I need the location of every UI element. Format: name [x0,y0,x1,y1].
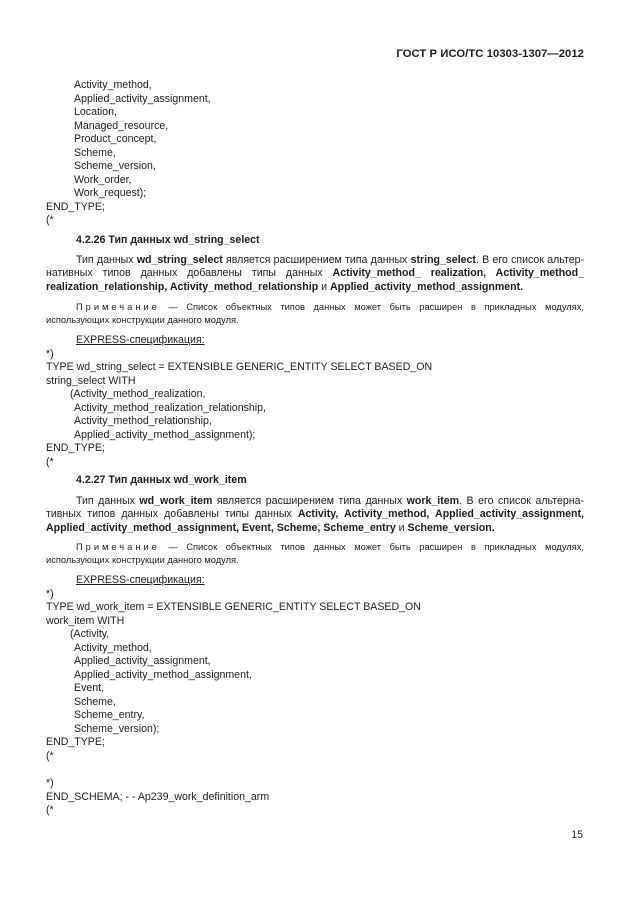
code-line: *) [46,347,54,360]
end-type-keyword: END_TYPE; [46,200,105,213]
code-line: TYPE wd_string_select = EXTENSIBLE GENERIC_ENTITY SELECT BASED_ON [46,361,433,373]
list-item: Scheme_version); [74,722,160,735]
end-type-keyword: END_TYPE; [46,442,105,454]
note-paragraph: Примечание — Список объектных типов данных может быть расширен в прикладных модулях, использующих конструкции данного модуля. [46,542,584,565]
express-spec-label: EXPRESS-спецификация: [76,334,205,346]
list-item: Scheme_version, [74,160,156,172]
list-item: Scheme, [74,695,116,708]
list-item: Work_request); [74,187,147,199]
list-item: Work_order, [74,173,132,186]
document-header: ГОСТ Р ИСО/ТС 10303-1307—2012 [396,48,584,60]
end-schema-line: END_SCHEMA; - - Ap239_work_definition_arm [46,790,270,803]
list-item: Activity_method, [74,641,152,654]
express-spec-label: EXPRESS-спецификация: [76,574,205,586]
code-line: *) [46,587,54,600]
comment-close: *) [46,777,54,789]
section-paragraph: Тип данных wd_string_select является расширением типа данных string_select. В его список альтер-нативных типов данных добавлены типы данных Activity_method_ realization, Activity_method_ realization_relationship, Activity_method_relationship и Applied_activity_method_assignment. [46,253,584,293]
list-item: Applied_activity_method_assignment, [74,668,252,681]
list-item: Event, [74,682,105,694]
section-4-2-27 [46,474,584,763]
list-item: Scheme_entry, [74,709,145,721]
comment-open: (* [46,804,54,816]
list-item: Scheme, [74,146,116,159]
list-item: Activity_method_relationship, [74,415,212,427]
end-type-keyword: END_TYPE; [46,736,105,748]
list-item: Applied_activity_method_assignment); [74,428,256,441]
list-item: Activity_method_realization_relationship, [74,401,266,414]
comment-open: (* [46,749,54,762]
note-label: Примечание [76,302,160,312]
list-item: Applied_activity_assignment, [74,655,211,667]
section-title: 4.2.27 Тип данных wd_work_item [76,474,247,486]
note-label: Примечание [76,542,160,552]
section-4-2-26 [46,234,584,469]
section-paragraph: Тип данных wd_work_item является расширением типа данных work_item. В его список альтерна-тивных типов данных добавлены типы данных Activity, Activity_method, Applied_activity_assignment, Applied_activity_method_assignment, Event, Scheme, Scheme_entry и Scheme_version. [46,494,584,534]
code-line: TYPE wd_work_item = EXTENSIBLE GENERIC_ENTITY SELECT BASED_ON [46,601,421,613]
schema-end [46,777,584,818]
page-number: 15 [571,829,583,841]
select-list-continued [46,79,584,228]
list-item: (Activity, [70,628,110,640]
list-item: Location, [74,106,117,118]
list-item: (Activity_method_realization, [70,388,206,400]
code-line: work_item WITH [46,614,125,627]
list-item: Managed_resource, [74,119,169,132]
list-item: Applied_activity_assignment, [74,92,211,105]
note-paragraph: Примечание — Список объектных типов данных может быть расширен в прикладных модулях, использующих конструкции данного модуля. [46,302,584,325]
comment-open: (* [46,455,54,468]
list-item: Activity_method, [74,79,152,91]
section-title: 4.2.26 Тип данных wd_string_select [76,234,260,246]
comment-open: (* [46,214,54,226]
list-item: Product_concept, [74,133,157,145]
code-line: string_select WITH [46,374,136,387]
